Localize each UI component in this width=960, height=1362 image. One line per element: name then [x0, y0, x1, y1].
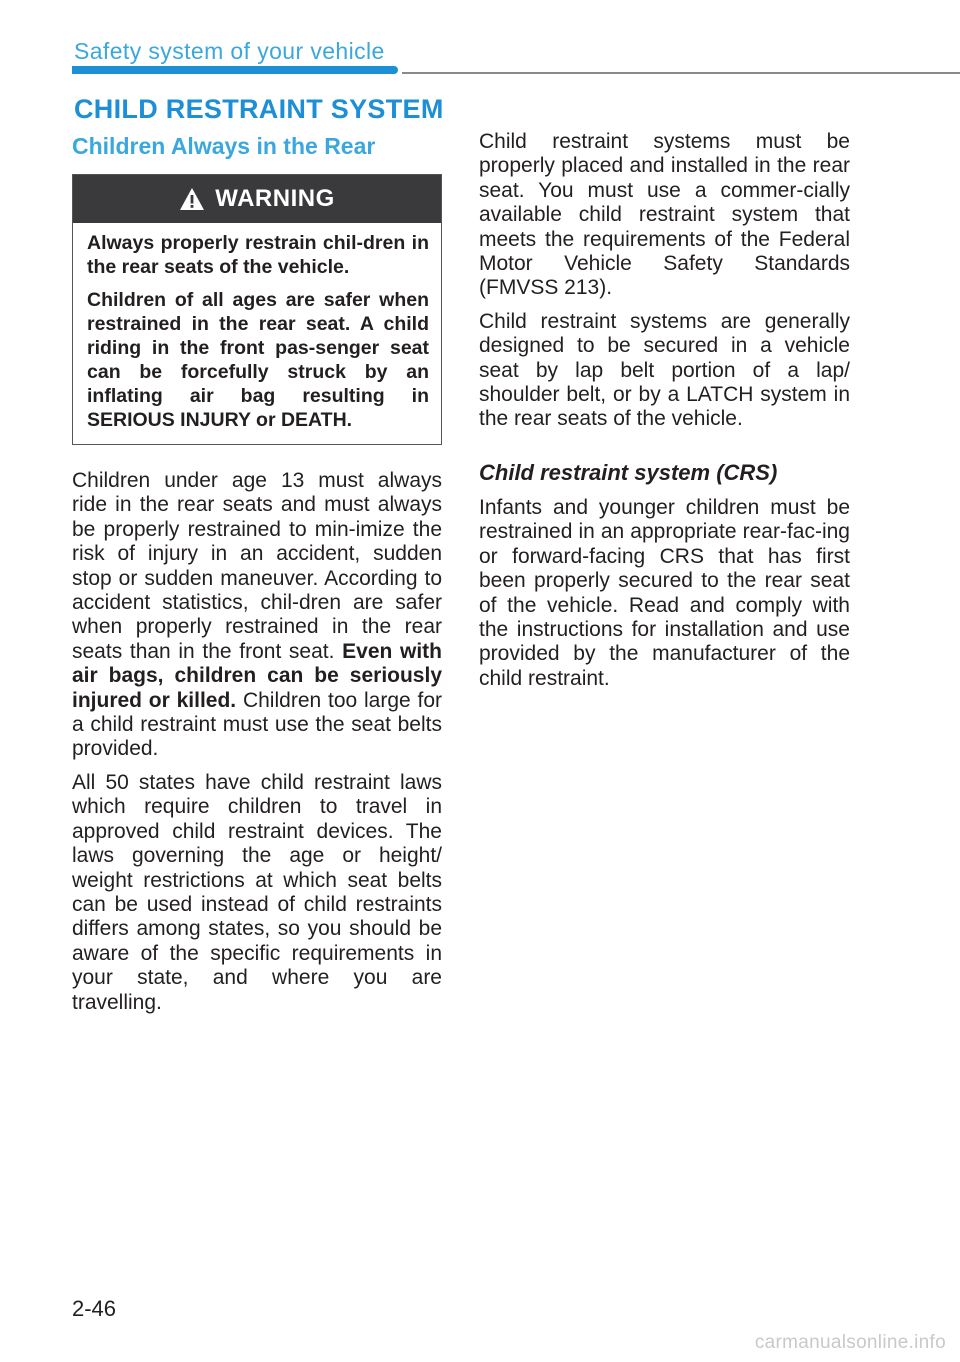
- warning-paragraph: Always properly restrain chil-dren in the rear seats of the vehicle.: [87, 232, 429, 278]
- section-title: CHILD RESTRAINT SYSTEM: [74, 94, 444, 124]
- warning-triangle-icon: [179, 187, 205, 211]
- warning-body: [73, 223, 441, 444]
- warning-header: [73, 175, 441, 223]
- warning-label: WARNING: [215, 185, 335, 212]
- left-column: [72, 130, 442, 1024]
- crs-heading: Child restraint system (CRS): [479, 459, 778, 485]
- header-rule: [402, 72, 960, 74]
- body-text-run: Children under age 13 must always ride in the rear seats and must always be properly restrained to min-imize the risk of injury in an accident, sudden stop or sudden maneuver. According to accident statistics, chil-dren are safer when properly restrained in the rear seats than in the front seat.: [72, 469, 442, 663]
- subheading: Children Always in the Rear: [72, 133, 376, 159]
- body-paragraph: Infants and younger children must be restrained in an appropriate rear-fac-ing or forward-facing CRS that has first been properly secured to the rear seat of the vehicle. Read and comply with the instructions for installation and use provided by the manufacturer of the child restraint.: [479, 495, 850, 690]
- body-paragraph: Child restraint systems are generally designed to be secured in a vehicle seat by lap belt portion of a lap/ shoulder belt, or by a LATCH system in the rear seats of the vehicle.: [479, 309, 850, 431]
- watermark: carmanualsonline.info: [754, 1332, 946, 1353]
- body-paragraph: All 50 states have child restraint laws which require children to travel in approved child restraint devices. The laws governing the age or height/ weight restrictions at which seat belts can be used instead of child restraints differs among states, so you should be aware of the specific requirements in your state, and where you are travelling.: [72, 770, 442, 1014]
- warning-box: [72, 174, 442, 445]
- right-column: [479, 130, 850, 700]
- page-number: 2-46: [72, 1296, 117, 1321]
- header-accent-bar: [72, 66, 398, 74]
- body-text-run: Children too large for a child restraint must use the seat belts provided.: [72, 688, 442, 761]
- body-paragraph: Child restraint systems must be properly placed and installed in the rear seat. You must use a commer-cially available child restraint system that meets the requirements of the Federal Motor Vehicle Safety Standards (FMVSS 213).: [479, 130, 850, 300]
- warning-paragraph: Children of all ages are safer when restrained in the rear seat. A child riding in the front pas-senger seat can be forcefully struck by an inflating air bag resulting in SERIOUS INJURY or DEATH.: [87, 289, 429, 431]
- chapter-title: Safety system of your vehicle: [74, 38, 385, 64]
- body-paragraph: [72, 469, 442, 762]
- body-bold-run: Even with air bags, children can be seriously injured or killed.: [72, 639, 442, 712]
